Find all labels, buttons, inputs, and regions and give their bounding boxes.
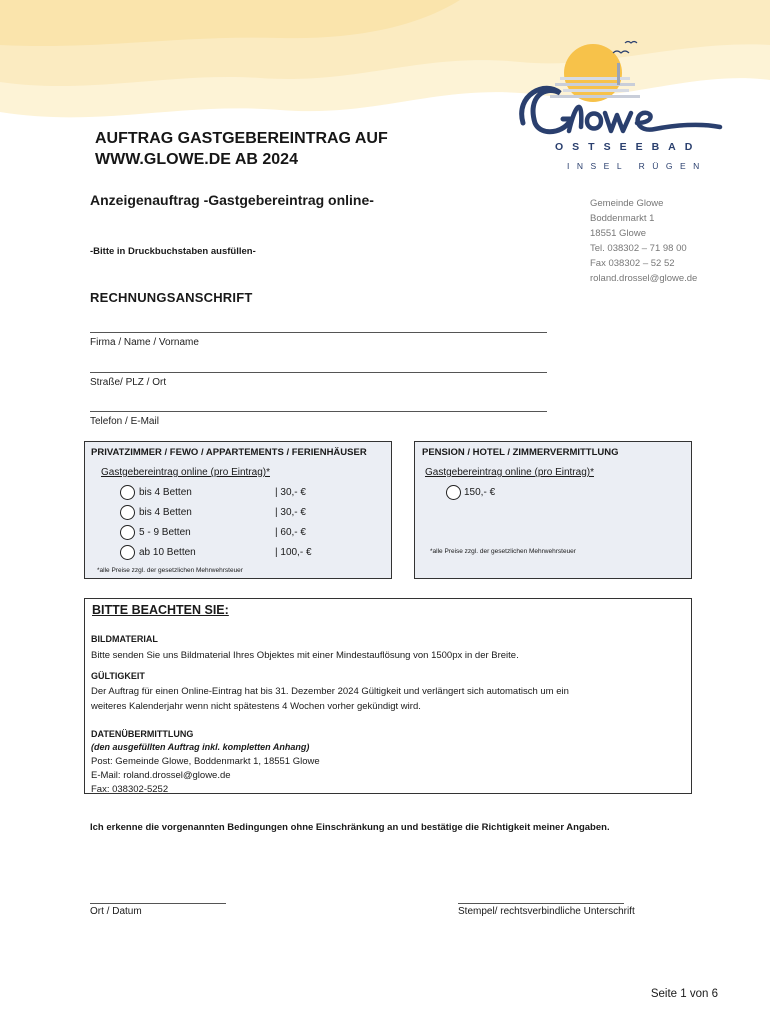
page-subtitle: Anzeigenauftrag -Gastgebereintrag online- (90, 192, 374, 208)
option-2-label: bis 4 Betten (139, 507, 192, 518)
address-field-label: Straße/ PLZ / Ort (90, 377, 167, 388)
address-field-line[interactable] (90, 372, 547, 373)
pension-box-subtitle: Gastgebereintrag online (pro Eintrag)* (425, 467, 594, 478)
image-text: Bitte senden Sie uns Bildmaterial Ihres Objektes mit einer Mindestauflösung von 1500px in der Breite. (91, 650, 519, 661)
date-signature-line[interactable] (90, 903, 226, 904)
contact-block (590, 196, 697, 286)
private-accommodation-box (84, 441, 392, 579)
radio-option-3[interactable] (120, 525, 135, 540)
radio-option-2[interactable] (120, 505, 135, 520)
pension-box-title: PENSION / HOTEL / ZIMMERVERMITTLUNG (422, 447, 619, 458)
confirmation-text: Ich erkenne die vorgenannten Bedingungen ohne Einschränkung an und bestätige die Richtigkeit meiner Angaben. (90, 822, 610, 833)
stamp-signature-label: Stempel/ rechtsverbindliche Unterschrift (458, 906, 635, 917)
transfer-email: E-Mail: roland.drossel@glowe.de (91, 770, 231, 781)
pension-box-note: *alle Preise zzgl. der gesetzlichen Mehrwehrsteuer (430, 548, 576, 555)
radio-pension-option[interactable] (446, 485, 461, 500)
option-1-price: | 30,- € (275, 487, 306, 498)
private-box-subtitle: Gastgebereintrag online (pro Eintrag)* (101, 467, 270, 478)
validity-text-1: Der Auftrag für einen Online-Eintrag hat bis 31. Dezember 2024 Gültigkeit und verlängert sich automatisch um ein (91, 686, 569, 697)
pension-box (414, 441, 692, 579)
contact-line: Boddenmarkt 1 (590, 213, 655, 224)
contact-line: Gemeinde Glowe (590, 198, 664, 209)
notice-title: BITTE BEACHTEN SIE: (92, 603, 229, 617)
transfer-fax: Fax: 038302-5252 (91, 784, 169, 794)
contact-email: roland.drossel@glowe.de (590, 273, 698, 284)
contact-line: Tel. 038302 – 71 98 00 (590, 243, 687, 254)
transfer-heading: DATENÜBERMITTLUNG (91, 729, 194, 739)
date-signature-label: Ort / Datum (90, 906, 142, 917)
title-line-2: WWW.GLOWE.DE AB 2024 (95, 151, 298, 168)
stamp-signature-line[interactable] (458, 903, 624, 904)
validity-text-2: weiteres Kalenderjahr wenn nicht spätestens 4 Wochen vorher gekündigt wird. (91, 701, 421, 712)
private-box-title: PRIVATZIMMER / FEWO / APPARTEMENTS / FERIENHÄUSER (91, 447, 367, 458)
validity-heading: GÜLTIGKEIT (91, 671, 145, 681)
phone-field-label: Telefon / E-Mail (90, 416, 159, 427)
transfer-post: Post: Gemeinde Glowe, Boddenmarkt 1, 18551 Glowe (91, 756, 320, 767)
logo-graphic (505, 35, 735, 175)
option-4-label: ab 10 Betten (139, 547, 196, 558)
pension-option-price: 150,- € (464, 487, 496, 498)
option-3-label: 5 - 9 Betten (139, 527, 191, 538)
logo-line1: OSTSEEBAD (555, 141, 702, 153)
radio-option-4[interactable] (120, 545, 135, 560)
page-title (95, 128, 455, 170)
notice-box (84, 598, 692, 794)
option-3-price: | 60,- € (275, 527, 306, 538)
title-line-1: AUFTRAG GASTGEBEREINTRAG AUF (95, 130, 388, 147)
logo-line2: INSEL RÜGEN (567, 161, 707, 171)
name-field-label: Firma / Name / Vorname (90, 337, 199, 348)
option-4-price: | 100,- € (275, 547, 312, 558)
radio-option-1[interactable] (120, 485, 135, 500)
contact-line: Fax 038302 – 52 52 (590, 258, 675, 269)
glowe-logo (505, 35, 735, 175)
transfer-note: (den ausgefüllten Auftrag inkl. kompletten Anhang) (91, 742, 310, 752)
phone-field-line[interactable] (90, 411, 547, 412)
name-field-line[interactable] (90, 332, 547, 333)
option-2-price: | 30,- € (275, 507, 306, 518)
fill-hint: -Bitte in Druckbuchstaben ausfüllen- (90, 246, 256, 257)
option-1-label: bis 4 Betten (139, 487, 192, 498)
billing-heading: RECHNUNGSANSCHRIFT (90, 290, 253, 305)
private-box-note: *alle Preise zzgl. der gesetzlichen Mehrwehrsteuer (97, 567, 243, 574)
image-heading: BILDMATERIAL (91, 634, 158, 644)
page-number: Seite 1 von 6 (650, 988, 718, 1000)
contact-line: 18551 Glowe (590, 228, 646, 239)
